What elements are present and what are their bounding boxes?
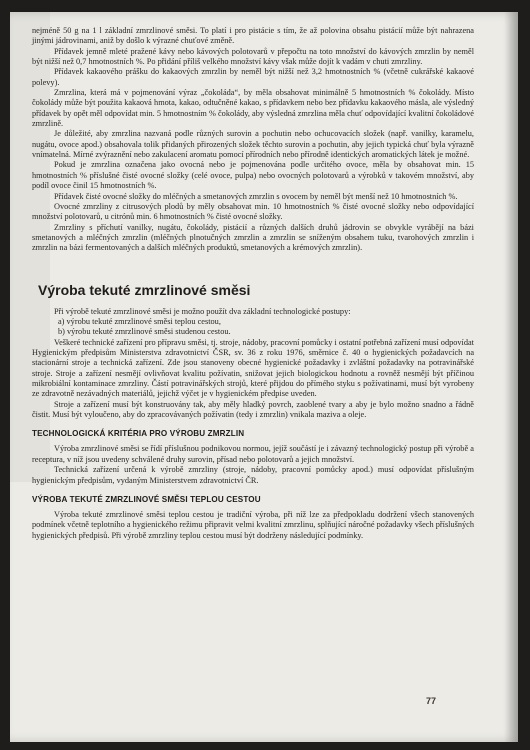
intro-paragraph-6: Pokud je zmrzlina označena jako ovocná nebo je pojmenována podle určitého ovoce, měla by obsahovat min. 15 hmotnostních % příslušné čisté ovocné složky (celé ovoce, pulpa) nebo ovocných polotovarů a výrobků v takovém množství, aby podíl ovoce činil 15 hmotnostních %. — [32, 160, 474, 191]
list-item: b) výrobu tekuté zmrzlinové směsi studenou cestou. — [58, 327, 231, 337]
intro-paragraph-2: Přídavek jemně mleté pražené kávy nebo kávových polotovarů v přepočtu na toto množství do kávových zmrzlin by neměl být nižší než 0,7 hmotnostních %. Po přidání příliš velkého množství kávy však může dojít k vadám v chuti zmrzliny. — [32, 46, 474, 67]
intro-paragraph-1: nejméně 50 g na 1 l základní zmrzlinové směsi. To platí i pro pistácie s tím, že až polovina obsahu pistácií může být nahrazena jinými jádrovinami, aniž by došlo k výrazné chuťové změně. — [32, 26, 474, 46]
section-list — [58, 317, 474, 338]
intro-paragraph-8: Ovocné zmrzliny z citrusových plodů by měly obsahovat min. 10 hmotnostních % čisté ovocné složky nebo odpovídající množství polotovarů, u citrónů min. 6 hmotnostních % čisté ovocné složky. — [32, 201, 474, 222]
subheading-technological-criteria: TECHNOLOGICKÁ KRITÉRIA PRO VÝROBU ZMRZLIN — [32, 429, 245, 439]
intro-paragraph-5: Je důležité, aby zmrzlina nazvaná podle různých surovin a pochutin nebo ochucovacích složek (např. vanilky, karamelu, nugátu, ovoce apod.) obsahovala tolik přidaných přirozených složek těchto surovin a pochutin, aby jejich typická chuť byla výrazně vnímatelná. Mírné zvýraznění nebo zakulacení aromatu pomocí přírodních nebo přírodně identických aromatických látek je možné. — [32, 129, 474, 160]
page-number: 77 — [426, 696, 437, 706]
intro-paragraph-9: Zmrzliny s příchutí vanilky, nugátu, čokolády, pistácií a různých dalších druhů jádrovin se obvykle vyrábějí na bázi smetanových a mléčných zmrzlin (mléčných plnotučných zmrzlin a zmrzlin se sníženým obsahem tuku, tvarohových zmrzlin i zmrzlin na bázi fermentovaných a dalších mléčných produktů, smetanových a krémových zmrzlin). — [32, 222, 474, 253]
section-paragraph-1: Veškeré technické zařízení pro přípravu směsi, tj. stroje, nádoby, pracovní pomůcky i ostatní potřebná zařízení musí odpovídat Hygienickým předpisům Ministerstva zdravotnictví ČSR, sv. 36 z roku 1976, směrnice č. 40 o hygienických požadavcích na stacionární stroje a technická zařízení. Zde jsou stanoveny obecné hygienické požadavky i zvláštní požadavky na potravinářské stroje. Stroje a zařízení nesmějí ovlivňovat kvalitu požívatin, snižovat jejich biologickou hodnotu a rovněž nesmějí být příčinou mikrobiální kontaminace zmrzliny. Částí potravinářských strojů, které přijdou do přímého styku s požívatinami, musí být vyrobeny ze zdravotně nezávadných materiálů, jejichž výčet je v hygienickém předpise uveden. — [32, 337, 474, 399]
intro-paragraph-7: Přídavek čisté ovocné složky do mléčných a smetanových zmrzlin s ovocem by neměl být menší než 10 hmotnostních %. — [54, 191, 458, 201]
section-intro: Při výrobě tekuté zmrzlinové směsi je možno použít dva základní technologické postupy: — [54, 306, 351, 316]
sub1-paragraph-2: Technická zařízení určená k výrobě zmrzliny (stroje, nádoby, pracovní pomůcky apod.) musí odpovídat příslušným hygienickým předpisům, vydaným Ministerstvem zdravotnictví ČR. — [32, 465, 474, 485]
book-page — [10, 12, 518, 742]
section-paragraph-2: Stroje a zařízení musí být konstruovány tak, aby měly hladký povrch, zaoblené tvary a aby je bylo možno snadno a řádně čistit. Musí být vyloučeno, aby do zpracovávaných požívatin (tedy i zmrzlin) vnikala maziva a oleje. — [32, 399, 474, 420]
subheading-warm-method: VÝROBA TEKUTÉ ZMRZLINOVÉ SMĚSI TEPLOU CESTOU — [32, 494, 261, 504]
intro-paragraph-4: Zmrzlina, která má v pojmenování výraz „čokoláda“, by měla obsahovat minimálně 5 hmotnostních % čokolády. Místo čokolády může být použita kakaová hmota, kakao, odtučněné kakao, s přídavkem nebo bez přídavku kakaového másla, ale výsledný přídavek by opět měl odpovídat min. 5 hmotnostním % čokolády, aby výsledná zmrzlina měla chuť odpovídající kvalitní čokoládové zmrzlině. — [32, 88, 474, 129]
page-content — [32, 26, 474, 541]
sub2-paragraph-1: Výroba tekuté zmrzlinové směsi teplou cestou je tradiční výroba, při níž lze za předpokladu dodržení všech stanovených podmínek včetně teplotního a hygienického režimu připravit velmi kvalitní zmrzlinu, splňující náročné požadavky všech příslušných hygienických předpisů. Při výrobě zmrzliny teplou cestou musí být dodrženy následující podmínky. — [32, 509, 474, 540]
section-heading: Výroba tekuté zmrzlinové směsi — [38, 281, 251, 298]
sub1-paragraph-1: Výroba zmrzlinové směsi se řídí příslušnou podnikovou normou, jejíž součástí je i závazný technologický postup při výrobě a receptura, v níž jsou uvedeny schválené druhy surovin, přísad nebo polotovarů a jejich množství. — [32, 444, 474, 464]
page-spine-shadow — [504, 12, 518, 742]
list-item: a) výrobu tekuté zmrzlinové směsi teplou cestou, — [58, 316, 221, 326]
intro-paragraph-3: Přídavek kakaového prášku do kakaových zmrzlin by neměl být nižší než 3,2 hmotnostních % (včetně cukrářské kakaové polevy). — [32, 67, 474, 87]
